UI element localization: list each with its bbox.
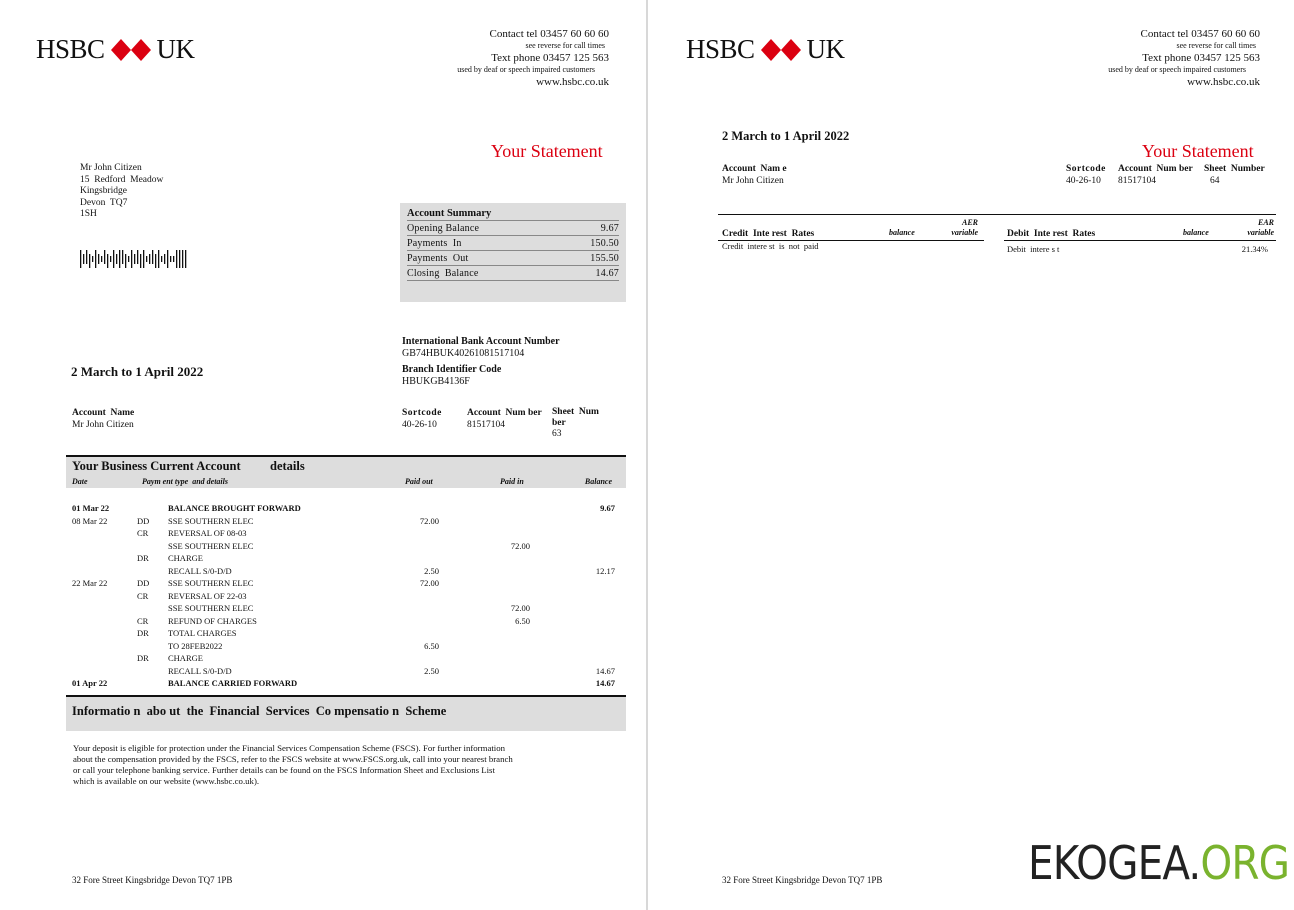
table-row [72, 528, 632, 540]
debit-rates-title: Debit Inte rest Rates [1007, 229, 1096, 239]
column-paid-out: Paid out [405, 477, 433, 486]
table-row [72, 516, 632, 528]
footer-address: 32 Fore Street Kingsbridge Devon TQ7 1PB [72, 875, 233, 885]
hsbc-logo [686, 34, 845, 65]
statement-period: 2 March to 1 April 2022 [722, 129, 850, 143]
tx-paid-out: 72.00 [419, 578, 439, 588]
ear-variable-header: variable [1247, 228, 1274, 237]
statement-period: 2 March to 1 April 2022 [71, 364, 204, 379]
account-number-block [467, 407, 542, 431]
hsbc-hexagon-icon [761, 39, 801, 61]
sheet-number-label: ber [552, 418, 566, 428]
sheet-number-value: 64 [1210, 176, 1220, 186]
postal-barcode-icon [80, 250, 210, 268]
tx-type: CR [137, 528, 149, 538]
table-row [72, 503, 632, 515]
fscs-title: Informatio n abo ut the Financial Services Co mpensatio n Scheme [72, 704, 447, 718]
tx-date: 22 Mar 22 [72, 578, 108, 588]
account-name-label: Account Name [72, 408, 135, 418]
contact-block [1108, 28, 1260, 88]
contact-tel-note: see reverse for call times [525, 41, 605, 50]
sheet-number-label: Sheet Number [1204, 164, 1265, 174]
table-row [72, 578, 632, 590]
tx-type: DR [137, 553, 149, 563]
debit-interest-rate: 21.34% [1241, 244, 1268, 254]
account-number-value: 81517104 [1118, 176, 1156, 186]
credit-rates-title: Credit Inte rest Rates [722, 229, 815, 239]
column-balance: Balance [584, 477, 612, 486]
table-row [72, 541, 632, 553]
tx-date: 08 Mar 22 [72, 515, 108, 526]
statement-page-2 [648, 0, 1294, 910]
tx-details: RECALL S/0-D/D [168, 665, 232, 676]
tx-type: CR [137, 615, 149, 626]
tx-details: REVERSAL OF 22-03 [168, 590, 247, 601]
credit-balance-header: balance [889, 228, 915, 237]
summary-row [407, 251, 619, 266]
sortcode-label: Sortcode [1066, 164, 1106, 174]
details-title: Your Business Current Account [72, 459, 241, 473]
statement-title: Your Statement [491, 141, 603, 161]
logo-text: UK [806, 34, 845, 64]
contact-textphone-note: used by deaf or speech impaired customers [1108, 65, 1246, 74]
summary-value: 14.67 [595, 268, 619, 279]
account-number-value: 81517104 [467, 420, 505, 430]
table-row [72, 641, 632, 653]
details-title-suffix: details [270, 459, 305, 473]
sheet-number-label: Sheet Num [552, 407, 599, 417]
address-line: Devon TQ7 [80, 197, 128, 208]
tx-type: DR [137, 628, 149, 638]
credit-interest-note: Credit intere st is not paid [722, 241, 819, 251]
tx-balance: 14.67 [595, 665, 615, 676]
tx-details: SSE SOUTHERN ELEC [168, 540, 254, 551]
contact-tel-note: see reverse for call times [1176, 41, 1256, 50]
tx-details: TOTAL CHARGES [168, 628, 237, 638]
account-name-label: Account Nam e [722, 164, 787, 174]
tx-details: CHARGE [168, 553, 203, 563]
summary-label: Opening Balance [407, 223, 480, 234]
debit-balance-header: balance [1183, 228, 1209, 237]
interest-rates-rule [718, 214, 1276, 215]
sortcode-value: 40-26-10 [1066, 176, 1101, 186]
table-row [72, 616, 632, 628]
tx-details: RECALL S/0-D/D [168, 565, 232, 576]
summary-label: Payments In [407, 238, 462, 249]
tx-paid-out: 72.00 [419, 515, 439, 526]
tx-date: 01 Apr 22 [72, 678, 108, 688]
website-link[interactable]: www.hsbc.co.uk [1187, 76, 1260, 88]
aer-variable-header: variable [951, 228, 978, 237]
tx-type: DD [137, 515, 150, 526]
watermark-text: EKOGEA. [1028, 836, 1201, 890]
tx-paid-out: 2.50 [424, 665, 439, 676]
fscs-line: which is available on our website (www.hsbc.co.uk). [73, 776, 260, 786]
tx-paid-in: 72.00 [510, 540, 530, 551]
contact-block [457, 28, 609, 88]
fscs-line: or call your telephone banking service. Further details can be found on the FSCS Information Sheet and Exclusions List [73, 765, 495, 775]
tx-paid-in: 72.00 [510, 603, 530, 613]
tx-details: BALANCE BROUGHT FORWARD [168, 503, 301, 513]
iban-label: International Bank Account Number [402, 336, 560, 347]
summary-row [407, 236, 619, 251]
iban-value: GB74HBUK40261081517104 [402, 348, 525, 359]
hsbc-hexagon-icon [111, 39, 151, 61]
credit-interest-table [718, 216, 984, 256]
transactions-table [72, 503, 632, 693]
bic-value: HBUKGB4136F [402, 376, 470, 387]
table-row [72, 566, 632, 578]
contact-tel: Contact tel 03457 60 60 60 [489, 28, 609, 40]
tx-balance: 14.67 [595, 678, 615, 688]
tx-type: DR [137, 653, 149, 663]
contact-textphone: Text phone 03457 125 563 [491, 52, 609, 64]
address-line: 1SH [80, 209, 97, 219]
logo-text: UK [156, 34, 195, 64]
address-line: Kingsbridge [80, 186, 127, 196]
ear-header: EAR [1257, 218, 1274, 227]
sortcode-block [402, 407, 442, 431]
account-number-label: Account Num ber [1118, 164, 1193, 174]
tx-paid-out: 2.50 [424, 565, 439, 576]
table-row [72, 666, 632, 678]
table-row [72, 603, 632, 615]
logo-text: HSBC [36, 34, 105, 64]
account-number-block [1118, 163, 1193, 187]
customer-address [80, 163, 163, 221]
debit-rule [1004, 240, 1276, 241]
tx-type: DD [137, 578, 150, 588]
logo-text: HSBC [686, 34, 755, 64]
column-paid-in: Paid in [500, 477, 524, 486]
account-summary-title: Account Summary [407, 208, 619, 221]
account-number-label: Account Num ber [467, 408, 542, 418]
website-link[interactable]: www.hsbc.co.uk [536, 76, 609, 88]
statement-title: Your Statement [1142, 141, 1254, 161]
table-row [72, 628, 632, 640]
tx-details: SSE SOUTHERN ELEC [168, 578, 254, 588]
watermark-text: ORG [1200, 836, 1290, 890]
table-row [72, 553, 632, 565]
account-name-block [72, 407, 134, 431]
sortcode-value: 40-26-10 [402, 420, 437, 430]
tx-details: REFUND OF CHARGES [168, 615, 257, 626]
watermark-logo [1028, 836, 1289, 890]
sheet-number-value: 63 [552, 429, 562, 439]
address-line: 15 Redford Meadow [80, 174, 164, 185]
account-name: Mr John Citizen [722, 176, 784, 186]
sortcode-block [1066, 163, 1106, 187]
fscs-line: Your deposit is eligible for protection under the Financial Services Compensation Scheme (FSCS). For further information [73, 743, 506, 753]
iban-block [402, 336, 560, 388]
table-row [72, 678, 632, 690]
account-name-block [722, 163, 787, 187]
tx-details: SSE SOUTHERN ELEC [168, 515, 254, 526]
bic-label: Branch Identifier Code [402, 364, 502, 375]
tx-details: BALANCE CARRIED FORWARD [168, 678, 298, 688]
aer-header: AER [961, 218, 978, 227]
account-name: Mr John Citizen [72, 420, 134, 430]
fscs-body [73, 743, 513, 787]
summary-value: 150.50 [590, 238, 619, 249]
sheet-number-block [1204, 163, 1265, 187]
tx-date: 01 Mar 22 [72, 503, 110, 513]
tx-details: CHARGE [168, 653, 203, 663]
tx-details: REVERSAL OF 08-03 [168, 528, 247, 538]
account-summary-box [400, 203, 626, 302]
fscs-line: about the compensation provided by the FSCS, refer to the FSCS website at www.FSCS.org.uk, call into your nearest branch [73, 754, 513, 764]
table-row [72, 653, 632, 665]
footer-address: 32 Fore Street Kingsbridge Devon TQ7 1PB [722, 875, 883, 885]
tx-details: TO 28FEB2022 [168, 640, 223, 651]
summary-row [407, 266, 619, 281]
tx-paid-out: 6.50 [424, 640, 439, 651]
table-row [72, 591, 632, 603]
tx-type: CR [137, 590, 149, 601]
details-header [66, 455, 626, 488]
tx-paid-in: 6.50 [515, 615, 530, 626]
fscs-header [66, 695, 626, 731]
contact-textphone: Text phone 03457 125 563 [1142, 52, 1260, 64]
column-date: Date [72, 477, 88, 486]
summary-value: 155.50 [590, 253, 619, 264]
debit-interest-table [1004, 216, 1276, 256]
tx-balance: 9.67 [600, 503, 615, 513]
address-line: Mr John Citizen [80, 163, 142, 173]
summary-row [407, 221, 619, 236]
column-details: Paym ent type and details [142, 477, 228, 486]
sheet-number-block [552, 407, 599, 440]
tx-details: SSE SOUTHERN ELEC [168, 603, 254, 613]
debit-interest-label: Debit intere s t [1007, 244, 1060, 254]
hsbc-logo [36, 34, 195, 65]
summary-value: 9.67 [600, 223, 619, 234]
tx-balance: 12.17 [595, 565, 615, 576]
sortcode-label: Sortcode [402, 408, 442, 418]
statement-page-1 [0, 0, 646, 910]
contact-tel: Contact tel 03457 60 60 60 [1140, 28, 1260, 40]
contact-textphone-note: used by deaf or speech impaired customers [457, 65, 595, 74]
summary-label: Closing Balance [407, 268, 479, 279]
summary-label: Payments Out [407, 253, 469, 264]
